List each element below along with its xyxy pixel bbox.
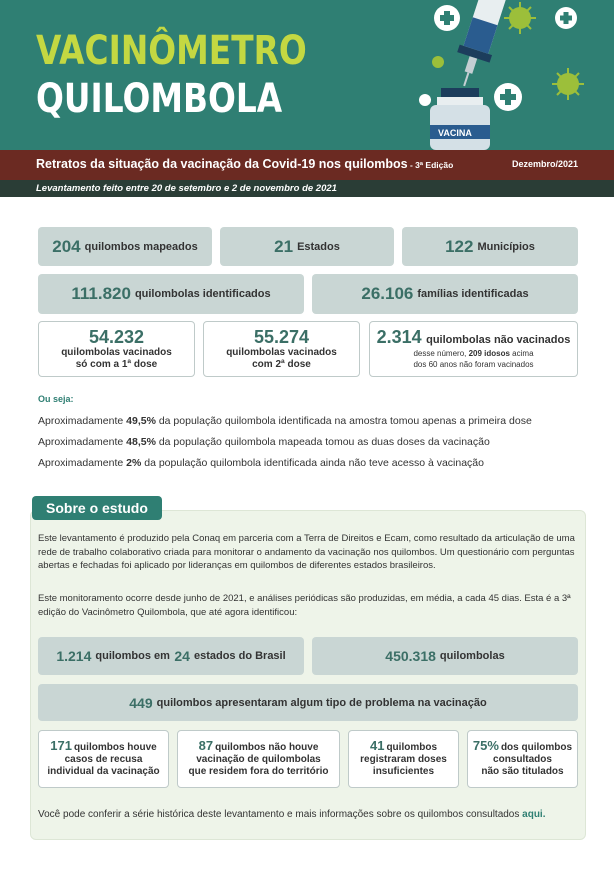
stat-label: dos quilombos [500, 742, 573, 753]
page-title-line2: QUILOMBOLA [36, 76, 283, 122]
survey-period: Levantamento feito entre 20 de setembro e 2 de novembro de 2021 [36, 183, 337, 194]
summary-pre: Aproximadamente [38, 436, 127, 448]
stat-label: quilombos [386, 742, 438, 753]
stat-insufficient-doses [348, 730, 459, 788]
subtitle [36, 157, 453, 171]
stat-identified [38, 274, 304, 314]
stat-value: 111.820 [71, 284, 131, 303]
stat-label: quilombolas vacinados [61, 346, 172, 358]
stat-label: quilombolas [439, 650, 505, 662]
stat-value: 24 [174, 648, 190, 664]
summary-value: 48,5% [126, 436, 156, 448]
more-info-link[interactable]: aqui. [522, 809, 546, 820]
elderly-note-post: acima [509, 349, 534, 358]
stat-label: insuficientes [372, 766, 435, 777]
stat-quilombolas [312, 637, 578, 675]
stat-value: 21 [274, 236, 294, 256]
stat-label: quilombos não houve [215, 742, 319, 753]
summary-pre: Aproximadamente [38, 415, 127, 427]
elderly-note [413, 348, 533, 359]
elderly-note-line2: dos 60 anos não foram vacinados [413, 360, 534, 369]
summary-item [38, 436, 490, 448]
elderly-note-pre: desse número, [413, 349, 469, 358]
page-title-line1: VACINÔMETRO [36, 28, 307, 74]
stat-label: famílias identificadas [417, 288, 529, 300]
summary-item [38, 457, 484, 469]
summary-post: da população quilombola identificada ainda não teve acesso à vacinação [141, 457, 484, 469]
edition-date: Dezembro/2021 [511, 159, 578, 169]
summary-post: da população quilombola identificada na amostra tomou apenas a primeira dose [155, 415, 532, 427]
summary-heading: Ou seja: [38, 394, 74, 404]
subtitle-text: Retratos da situação da vacinação da Covid-19 nos quilombos [36, 157, 408, 171]
stat-not-titled [467, 730, 578, 788]
stat-value: 55.274 [253, 326, 310, 347]
footer-text: Você pode conferir a série histórica deste levantamento e mais informações sobre os quilombos consultados [38, 809, 523, 820]
stat-value: 450.318 [385, 648, 436, 664]
stat-label: registraram doses [360, 754, 447, 765]
stat-label: individual da vacinação [47, 766, 160, 777]
summary-value: 2% [126, 457, 142, 469]
stat-value: 449 [129, 694, 153, 711]
stat-municipalities [402, 227, 578, 266]
stat-unvaccinated [369, 321, 578, 377]
stat-label: estados do Brasil [193, 650, 286, 662]
stat-value: 26.106 [361, 284, 414, 303]
vial-label: VACINA [438, 128, 472, 138]
stat-outside-territory [177, 730, 340, 788]
stat-label: vacinação de quilombolas [196, 754, 321, 765]
stat-value: 87 [198, 738, 214, 753]
elderly-count: 209 idosos [468, 349, 510, 358]
stat-label: quilombos apresentaram algum tipo de problema na vacinação [156, 696, 487, 709]
vaccine-illustration [0, 0, 614, 150]
stat-states [220, 227, 394, 266]
edition-label: - 3ª Edição [407, 160, 454, 170]
stat-label: Municípios [477, 240, 535, 253]
summary-pre: Aproximadamente [38, 457, 127, 469]
stat-label: quilombos houve [73, 742, 157, 753]
stat-value: 2.314 [376, 327, 422, 347]
study-paragraph-1: Este levantamento é produzido pela Conaq em parceria com a Terra de Direitos e Ecam, como resultado da articulação de uma rede de trabalho colaborativo criada para monitorar o andamento da vacinação nos quilombos. Um questionário com perguntas abertas e fechadas foi aplicado por lideranças em quilombos de diferentes estados brasileiros. [38, 533, 575, 571]
stat-label: quilombos em [95, 650, 170, 662]
stat-value: 171 [50, 738, 72, 753]
stat-label: quilombolas vacinados [226, 346, 337, 358]
stat-label: quilombos mapeados [84, 240, 198, 253]
stat-mapped [38, 227, 212, 266]
footer-note [38, 809, 546, 820]
stat-value: 54.232 [88, 326, 145, 347]
header-banner [0, 0, 614, 150]
study-tab: Sobre o estudo [32, 496, 162, 520]
stat-value: 122 [445, 236, 474, 256]
stat-value: 75% [472, 738, 499, 753]
stat-label: quilombolas identificados [134, 288, 271, 300]
stat-label: consultados [493, 754, 552, 765]
stat-first-dose [38, 321, 195, 377]
study-paragraph-2: Este monitoramento ocorre desde junho de 2021, e análises periódicas são produzidas, em média, a cada 45 dias. Esta é a 3ª edição do Vacinômetro Quilombola, que até agora identificou: [38, 593, 571, 618]
summary-item [38, 415, 532, 427]
stat-label: casos de recusa [64, 754, 143, 765]
stat-second-dose [203, 321, 360, 377]
subtitle-band [0, 150, 614, 180]
stat-value: 41 [369, 738, 385, 753]
stat-label: não são titulados [481, 766, 564, 777]
stat-label: que residem fora do território [188, 766, 329, 777]
survey-period-band [0, 180, 614, 197]
stat-label: com 2ª dose [252, 358, 311, 370]
stat-value: 1.214 [56, 648, 92, 664]
vaccine-vial-icon [430, 88, 490, 150]
stat-quilombos-states [38, 637, 304, 675]
summary-post: da população quilombola mapeada tomou as duas doses da vacinação [155, 436, 490, 448]
stat-label: Estados [297, 240, 340, 253]
stat-problems [38, 684, 578, 721]
stat-refusal [38, 730, 169, 788]
stat-families [312, 274, 578, 314]
stat-label: quilombolas não vacinados [426, 334, 571, 346]
summary-value: 49,5% [126, 415, 156, 427]
stat-value: 204 [52, 236, 81, 256]
stat-label: só com a 1ª dose [75, 358, 158, 370]
